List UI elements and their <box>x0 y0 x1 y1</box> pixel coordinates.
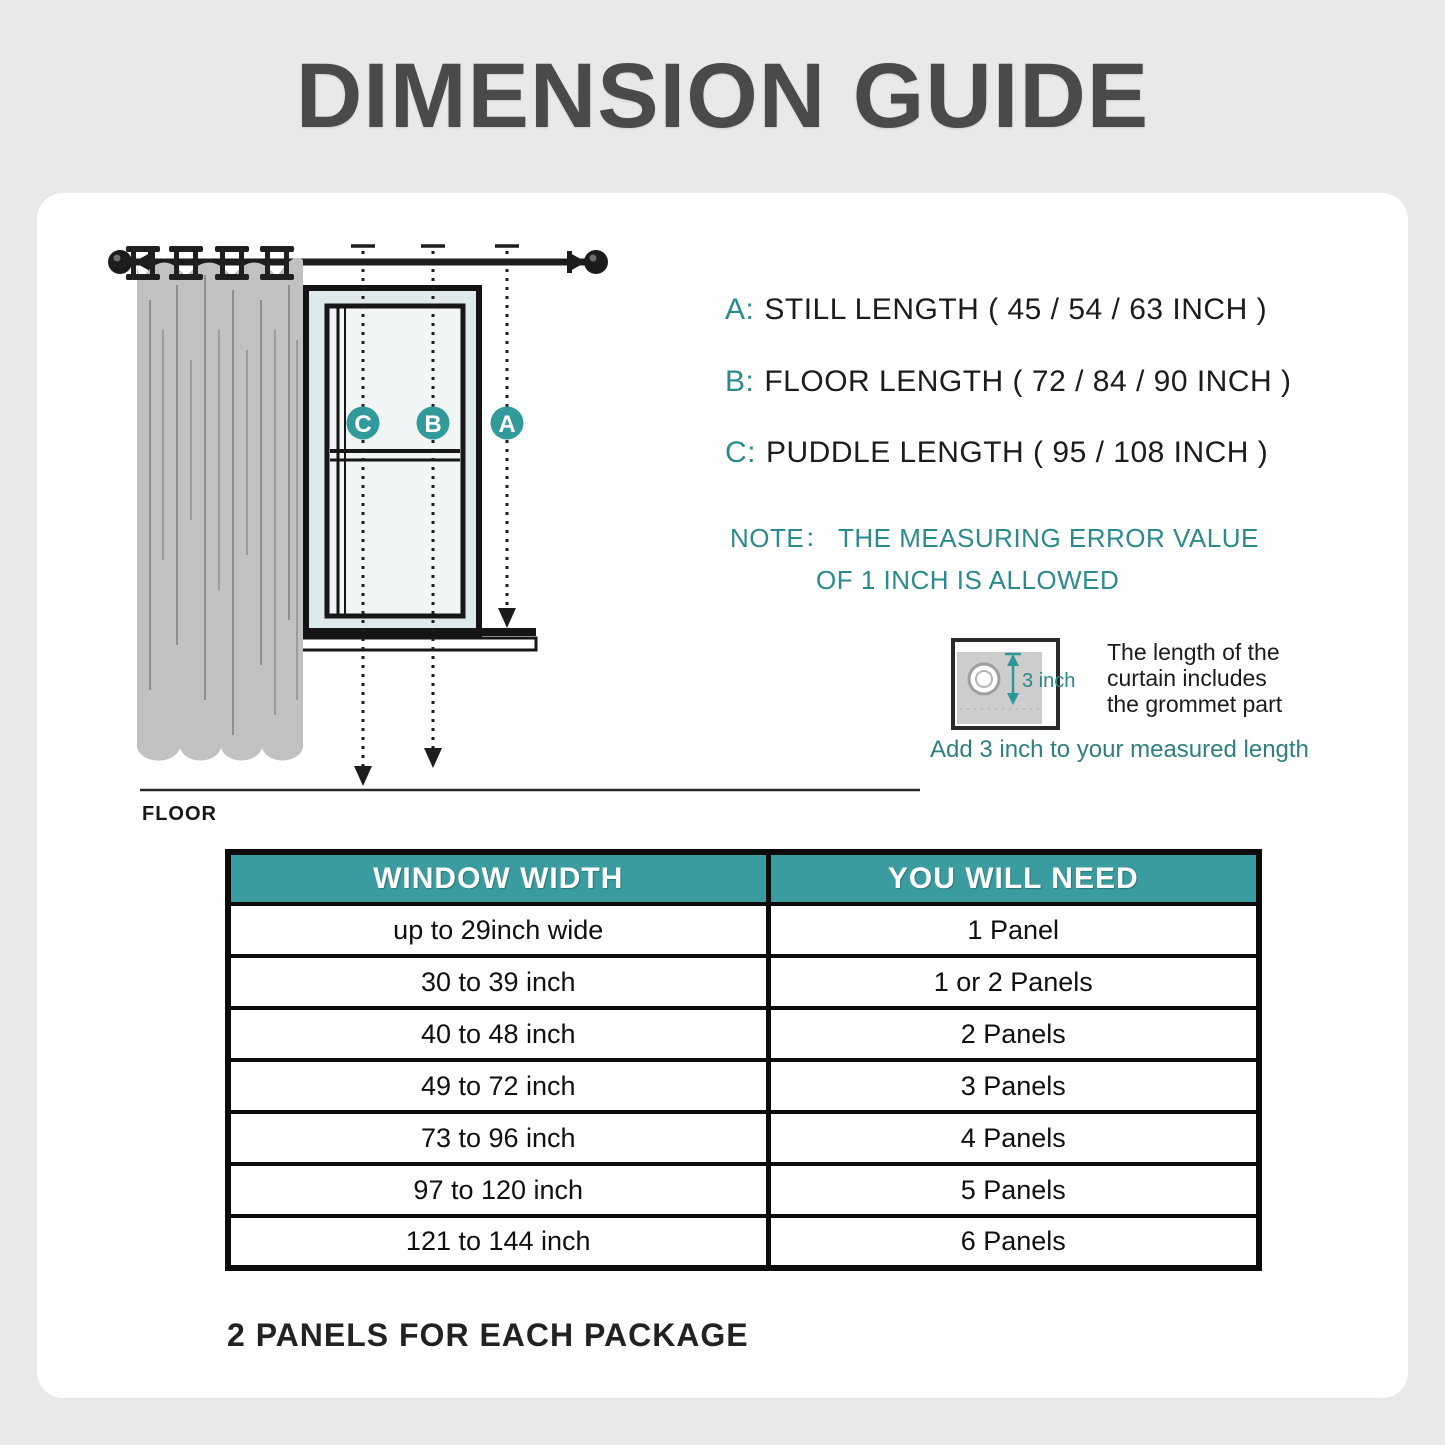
cell-window-width: 40 to 48 inch <box>228 1008 768 1060</box>
measure-markers <box>347 407 524 440</box>
grommet-desc-line-2: curtain includes <box>1107 665 1267 691</box>
window-sill-board <box>298 638 536 650</box>
guide-card <box>37 193 1408 1398</box>
table-row <box>228 1216 1259 1268</box>
table-row <box>228 904 1259 956</box>
page-title: DIMENSION GUIDE <box>295 45 1150 147</box>
cell-panels-needed: 4 Panels <box>768 1112 1259 1164</box>
length-label-b: FLOOR LENGTH ( 72 / 84 / 90 INCH ) <box>764 365 1292 398</box>
grommet-desc-line-3: the grommet part <box>1107 691 1283 717</box>
note-line-2: OF 1 INCH IS ALLOWED <box>816 565 1120 595</box>
cell-window-width: 73 to 96 inch <box>228 1112 768 1164</box>
length-line-c <box>725 436 1268 470</box>
grommet-thumbnail <box>945 630 1095 742</box>
cell-panels-needed: 1 or 2 Panels <box>768 956 1259 1008</box>
curtain-panel <box>126 246 303 761</box>
grommet-description <box>1107 639 1282 717</box>
package-note: 2 PANELS FOR EACH PACKAGE <box>227 1317 749 1353</box>
grommet-caption: Add 3 inch to your measured length <box>930 736 1309 763</box>
floor-label: FLOOR <box>142 803 217 825</box>
header-you-will-need: YOU WILL NEED <box>768 852 1259 904</box>
table-row <box>228 956 1259 1008</box>
length-key-c: C: <box>725 436 756 469</box>
table-row <box>228 1112 1259 1164</box>
note-line-1: NOTE： THE MEASURING ERROR VALUE <box>730 523 1259 553</box>
header-window-width: WINDOW WIDTH <box>228 852 768 904</box>
cell-panels-needed: 2 Panels <box>768 1008 1259 1060</box>
cell-panels-needed: 3 Panels <box>768 1060 1259 1112</box>
marker-b-label: B <box>424 411 442 438</box>
table-row <box>228 1008 1259 1060</box>
length-line-b <box>725 365 1292 399</box>
cell-window-width: 121 to 144 inch <box>228 1216 768 1268</box>
cell-panels-needed: 6 Panels <box>768 1216 1259 1268</box>
table-row <box>228 1060 1259 1112</box>
curtain-rod <box>108 250 608 274</box>
table-header-row <box>228 852 1259 904</box>
cell-panels-needed: 1 Panel <box>768 904 1259 956</box>
length-line-a <box>725 293 1267 327</box>
grommet-measure-label: 3 inch <box>1022 670 1076 692</box>
panel-count-table <box>225 849 1262 1271</box>
rod-finial-left <box>108 250 132 274</box>
cell-panels-needed: 5 Panels <box>768 1164 1259 1216</box>
cell-window-width: 30 to 39 inch <box>228 956 768 1008</box>
length-key-a: A: <box>725 293 755 326</box>
rod-finial-right <box>584 250 608 274</box>
marker-a-label: A <box>498 411 516 438</box>
cell-window-width: 49 to 72 inch <box>228 1060 768 1112</box>
table-row <box>228 1164 1259 1216</box>
length-label-c: PUDDLE LENGTH ( 95 / 108 INCH ) <box>766 436 1269 469</box>
length-key-b: B: <box>725 365 755 398</box>
grommet-desc-line-1: The length of the <box>1107 639 1280 665</box>
marker-c-label: C <box>354 411 372 438</box>
cell-window-width: 97 to 120 inch <box>228 1164 768 1216</box>
length-label-a: STILL LENGTH ( 45 / 54 / 63 INCH ) <box>764 293 1268 326</box>
window-illustration <box>298 288 536 650</box>
cell-window-width: up to 29inch wide <box>228 904 768 956</box>
